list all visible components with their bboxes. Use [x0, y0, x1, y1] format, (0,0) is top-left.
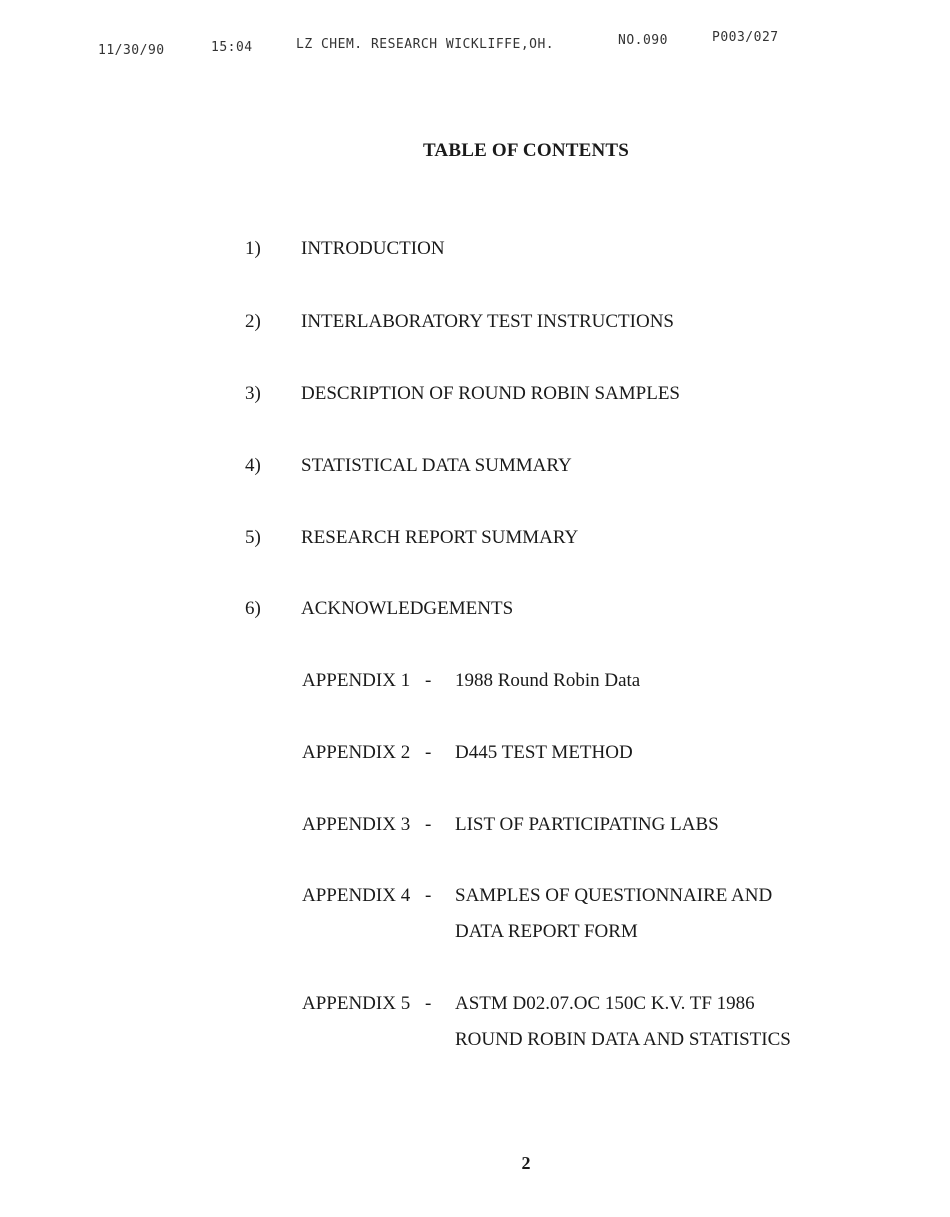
toc-label: DESCRIPTION OF ROUND ROBIN SAMPLES — [301, 383, 680, 404]
appendix-label: APPENDIX 3 — [302, 814, 411, 835]
toc-label: ACKNOWLEDGEMENTS — [301, 598, 514, 619]
fax-date: 11/30/90 — [98, 43, 165, 58]
toc-label: RESEARCH REPORT SUMMARY — [301, 527, 579, 548]
appendix-label: APPENDIX 2 — [302, 742, 411, 763]
appendix-title: SAMPLES OF QUESTIONNAIRE AND — [455, 885, 773, 906]
toc-number: 1) — [245, 238, 261, 259]
appendix-dash: - — [425, 993, 432, 1014]
appendix-label: APPENDIX 4 — [302, 885, 411, 906]
toc-number: 3) — [245, 383, 261, 404]
page-number: 2 — [521, 1153, 531, 1173]
appendix-title: ASTM D02.07.OC 150C K.V. TF 1986 — [455, 993, 755, 1014]
appendix-title: LIST OF PARTICIPATING LABS — [455, 814, 719, 835]
appendix-dash: - — [425, 670, 432, 691]
fax-page: P003/027 — [712, 30, 779, 45]
toc-label: INTRODUCTION — [301, 238, 445, 259]
fax-sender: LZ CHEM. RESEARCH WICKLIFFE,OH. — [296, 37, 555, 52]
fax-time: 15:04 — [211, 40, 253, 55]
appendix-dash: - — [425, 885, 432, 906]
appendix-title-continued: DATA REPORT FORM — [455, 921, 638, 942]
toc-label: INTERLABORATORY TEST INSTRUCTIONS — [301, 311, 674, 332]
appendix-title: 1988 Round Robin Data — [455, 670, 641, 691]
toc-number: 4) — [245, 455, 261, 476]
appendix-dash: - — [425, 814, 432, 835]
fax-number: NO.090 — [618, 33, 668, 48]
toc-number: 2) — [245, 311, 261, 332]
appendix-title: D445 TEST METHOD — [455, 742, 633, 763]
appendix-title-continued: ROUND ROBIN DATA AND STATISTICS — [455, 1029, 791, 1050]
fax-header — [0, 30, 950, 60]
toc-number: 6) — [245, 598, 261, 619]
page-title: TABLE OF CONTENTS — [422, 140, 630, 161]
appendix-label: APPENDIX 1 — [302, 670, 411, 691]
toc-number: 5) — [245, 527, 261, 548]
toc-label: STATISTICAL DATA SUMMARY — [301, 455, 572, 476]
appendix-label: APPENDIX 5 — [302, 993, 411, 1014]
appendix-dash: - — [425, 742, 432, 763]
